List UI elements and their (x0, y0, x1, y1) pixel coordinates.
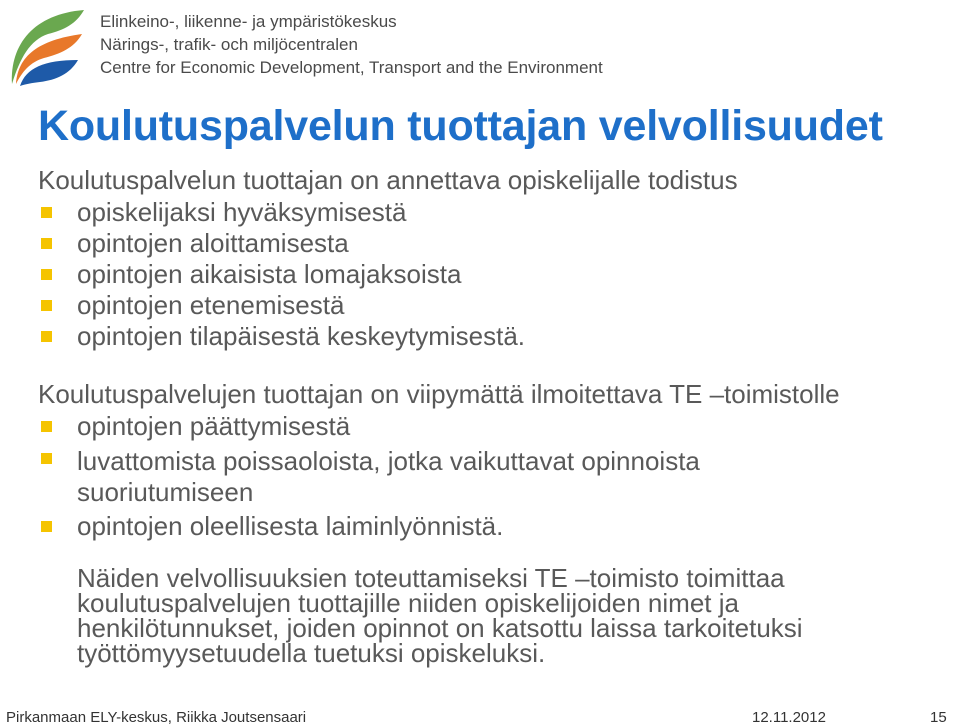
organization-name (100, 10, 603, 79)
page-number: 15 (930, 709, 947, 726)
organization-name-sv: Närings-, trafik- och miljöcentralen (100, 35, 358, 54)
list-item: opintojen aikaisista lomajaksoista (38, 259, 938, 290)
list-item: opiskelijaksi hyväksymisestä (38, 197, 938, 228)
list-item: opintojen etenemisestä (38, 290, 938, 321)
square-bullet-icon (41, 421, 52, 432)
slide-body (38, 164, 938, 666)
square-bullet-icon (41, 331, 52, 342)
organization-name-fi: Elinkeino-, liikenne- ja ympäristökeskus (100, 12, 397, 31)
section-2-intro: Koulutuspalvelujen tuottajan on viipymättä ilmoitettava TE –toimistolle (38, 379, 840, 409)
section-1-intro: Koulutuspalvelun tuottajan on annettava opiskelijalle todistus (38, 165, 738, 195)
square-bullet-icon (41, 207, 52, 218)
ely-logo-icon (4, 4, 92, 90)
square-bullet-icon (41, 269, 52, 280)
list-item: luvattomista poissaoloista, jotka vaikuttavat opinnoista suoriutumiseen (38, 446, 797, 508)
organization-name-en: Centre for Economic Development, Transport and the Environment (100, 58, 603, 77)
square-bullet-icon (41, 300, 52, 311)
list-item: opintojen tilapäisestä keskeytymisestä. (38, 321, 938, 352)
square-bullet-icon (41, 521, 52, 532)
closing-paragraph: Näiden velvollisuuksien toteuttamiseksi TE –toimisto toimittaa koulutuspalvelujen tuottajille niiden opiskelijoiden nimet ja henkilötunnukset, joiden opinnot on katsottu laissa tarkoitetuksi työttömyysetuudella tuetuksi opiskeluksi. (77, 563, 803, 668)
list-item: opintojen päättymisestä (38, 411, 938, 442)
list-item: opintojen aloittamisesta (38, 228, 938, 259)
section-2-list (38, 411, 938, 542)
slide-title: Koulutuspalvelun tuottajan velvollisuudet (38, 102, 883, 150)
footer-author: Pirkanmaan ELY-keskus, Riikka Joutsensaari (6, 709, 307, 726)
square-bullet-icon (41, 453, 52, 464)
list-item: opintojen oleellisesta laiminlyönnistä. (38, 511, 938, 542)
footer-date: 12.11.2012 (752, 709, 826, 726)
section-1-list (38, 197, 938, 352)
square-bullet-icon (41, 238, 52, 249)
